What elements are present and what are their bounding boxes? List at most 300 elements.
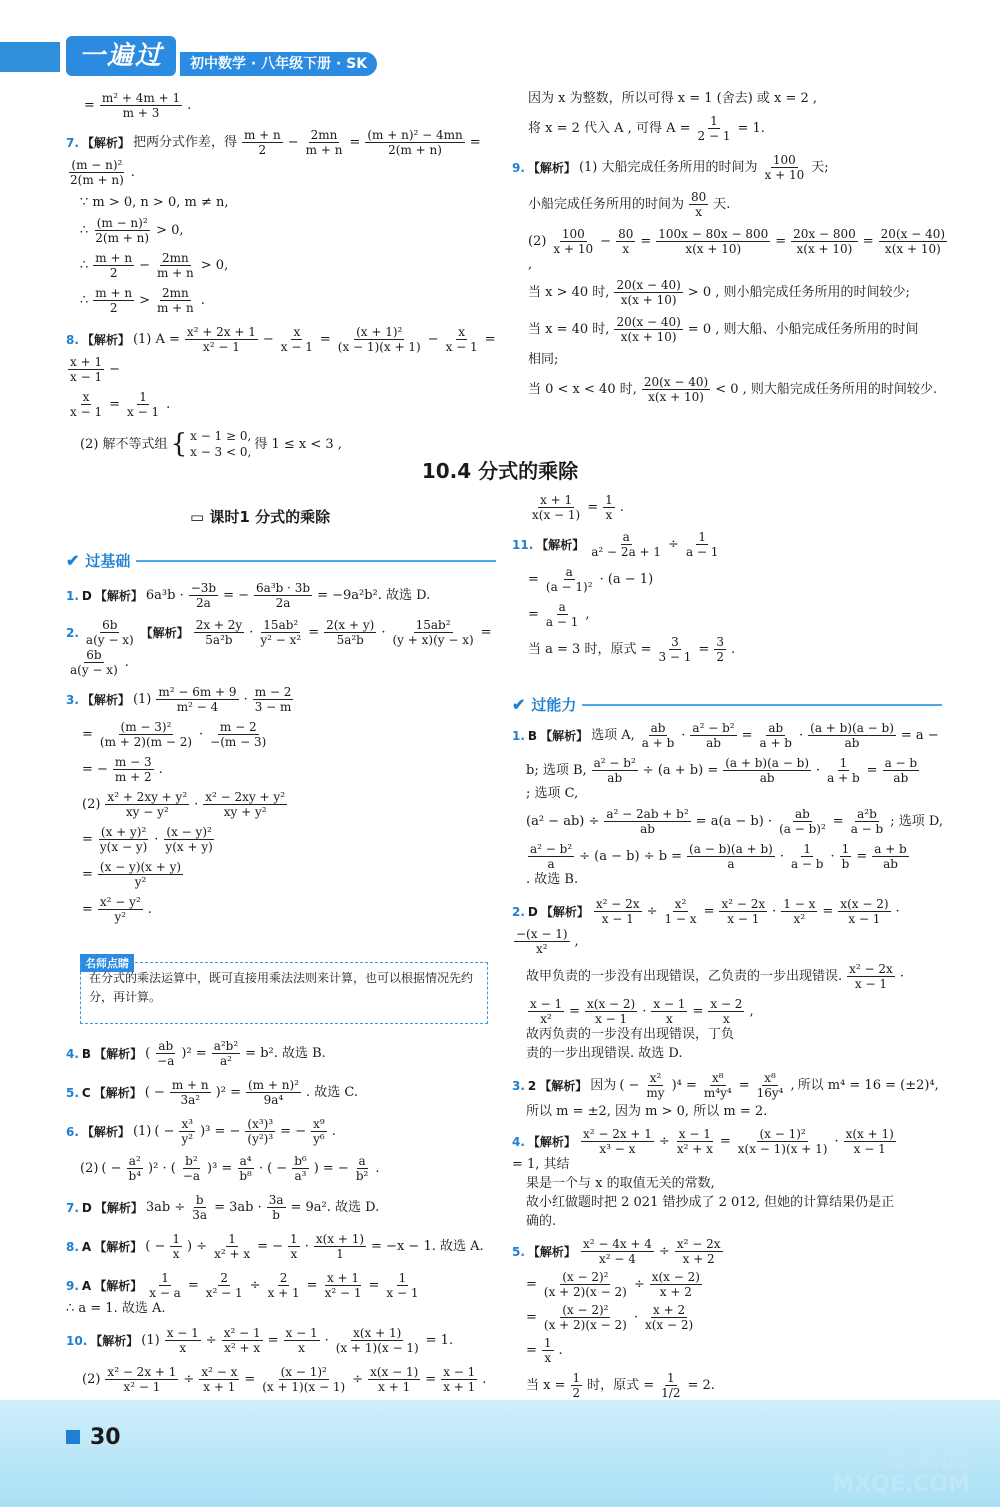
math-text: = b². 故选 B. bbox=[245, 1046, 326, 1061]
math-text: x(x − 2) bbox=[840, 897, 889, 911]
fraction bbox=[246, 1079, 301, 1106]
math-text: x − 1 bbox=[386, 1286, 419, 1300]
math-text: 1 bbox=[667, 1371, 675, 1385]
solution-line: = $\frac{a}{\text{(a − 1)²}}$ · (a − 1) bbox=[528, 565, 654, 594]
fraction bbox=[757, 722, 794, 749]
fraction bbox=[212, 1040, 240, 1067]
fraction bbox=[530, 494, 582, 521]
math-text: 天; bbox=[811, 160, 829, 175]
math-text: x² + 2xy + y² bbox=[107, 790, 188, 804]
math-text: 6b bbox=[102, 618, 118, 632]
math-text: m + n bbox=[95, 286, 133, 300]
math-text: 2 − 1 bbox=[697, 129, 731, 143]
fraction bbox=[551, 228, 595, 255]
fraction bbox=[354, 1155, 371, 1182]
fraction bbox=[808, 722, 896, 749]
math-text: 2 bbox=[279, 1271, 288, 1285]
math-text: x² bbox=[535, 942, 548, 956]
solution-line: ∴ $\frac{\text{(m − n)²}}{2(m + n)}$ > 0, bbox=[80, 216, 184, 245]
math-text: x − 2 bbox=[710, 997, 743, 1011]
right-column-basic bbox=[512, 494, 952, 663]
fraction bbox=[93, 252, 134, 279]
math-text: ab bbox=[768, 721, 784, 735]
math-text: x − 1 bbox=[653, 997, 686, 1011]
math-text: x − 1 bbox=[530, 997, 563, 1011]
answer-tag: 【解析】 bbox=[81, 135, 130, 150]
math-text: 2 bbox=[109, 301, 118, 315]
math-text: (1) bbox=[132, 1124, 152, 1139]
math-text: m² + 4m + 1 bbox=[101, 91, 181, 105]
solution-line bbox=[512, 154, 952, 181]
fraction bbox=[258, 619, 303, 646]
solution-line: = $\frac{(x - y)(x + y)}{\text{y²}}$ bbox=[82, 860, 182, 889]
math-text: b⁸ bbox=[239, 1169, 252, 1183]
fraction bbox=[212, 1233, 252, 1260]
math-text: −3b bbox=[190, 581, 217, 595]
fraction bbox=[222, 1327, 263, 1354]
fraction bbox=[170, 1079, 211, 1106]
solution-line: b; 选项 B, $\frac{\text{a² − b²}}{ab}$ ÷ (a + b) = $\frac{(a + b)(a - b)}{ab}$ · $\frac{1}{a + b}$ = $\frac{a - b}{ab}$ ; 选项 C, bbox=[526, 756, 918, 801]
fraction bbox=[781, 898, 817, 925]
math-text: (1) 大船完成任务所用的时间为 bbox=[578, 160, 758, 175]
math-text: a − b bbox=[850, 822, 884, 836]
fraction bbox=[777, 808, 828, 835]
math-text: x² bbox=[540, 1012, 552, 1026]
math-text: m − 3 bbox=[114, 755, 152, 769]
math-text: b; 选项 B, bbox=[526, 763, 587, 778]
math-text: x + 2 bbox=[682, 1252, 715, 1266]
fraction bbox=[723, 757, 811, 784]
math-text: 2mn bbox=[162, 251, 189, 265]
solution-line bbox=[526, 1047, 952, 1060]
math-text: x² bbox=[674, 897, 687, 911]
answer-tag: 【解析】 bbox=[527, 1134, 576, 1149]
math-text: x(x + 1) bbox=[315, 1232, 365, 1246]
math-text: ab bbox=[759, 771, 775, 785]
math-text: = 1, 其结 bbox=[512, 1157, 570, 1172]
math-text: (x + 1)(x − 1) bbox=[262, 1380, 346, 1394]
math-text: x bbox=[290, 1247, 298, 1261]
fraction bbox=[179, 1118, 195, 1145]
math-text: b⁴ bbox=[128, 1169, 142, 1183]
math-text: = −x − 1. 故选 A. bbox=[371, 1239, 484, 1254]
fraction bbox=[68, 356, 104, 383]
math-text: x⁸ bbox=[764, 1071, 776, 1085]
math-text: . 故选 B. bbox=[526, 872, 579, 887]
solution-line: 2. $\frac{6b}{a(y - x)}$ 【解析】 $\frac{2x + 2y}{\text{5a²b}}$ · $\frac{\text{15ab²}}{\text{y² − x²}}$ = $\frac{2(x + y)}{\text{5a²b}}$ · $\frac{\text{15ab²}}{(y + x)(y - x)}$ = $\frac{6b}{a(y - x)}$ . bbox=[66, 618, 492, 677]
math-text: x bbox=[82, 390, 90, 404]
solution-line: 8. A 【解析】 ( − $\frac{1}{x}$ ) ÷ $\frac{1}{\text{x² + x}}$ = − $\frac{1}{x}$ · $\frac{x(x + 1)}{1}$ = −x − 1. 故选 A. bbox=[66, 1232, 484, 1261]
solution-line: 11. 【解析】 $\frac{a}{\text{a² − 2a + 1}}$ ÷ $\frac{1}{a - 1}$ bbox=[512, 530, 719, 559]
math-text: x − 1 bbox=[166, 1326, 199, 1340]
solution-line: (2) 解不等式组 { x − 1 ≥ 0, x − 3 < 0, 得 1 ≤ x < 3 , bbox=[80, 429, 342, 459]
math-text: 100 bbox=[772, 153, 796, 167]
math-text: (x + 1)(x − 1) bbox=[335, 1341, 419, 1355]
solution-line bbox=[528, 92, 952, 105]
math-text: m² − 4 bbox=[176, 700, 219, 714]
math-text: 2x + 2y bbox=[195, 618, 243, 632]
math-text: x + 2 bbox=[653, 1303, 686, 1317]
q7-line: 7. 【解析】 把两分式作差，得 $\frac{m + n}{2}$ − $\frac{2mn}{m + n}$ = $\frac{\text{(m + n)² − 4mn}}{2(m + n)}$ = $\frac{\text{(m − n)²}}{2(m + n)}$ . bbox=[66, 128, 481, 187]
fraction bbox=[203, 791, 287, 818]
math-text: = 1. bbox=[737, 121, 765, 136]
solution-line: = $\frac{a}{a - 1}$ , bbox=[528, 600, 590, 629]
math-text: x bbox=[544, 1351, 552, 1365]
math-text: 故小红做题时把 2 021 错抄成了 2 012, 但她的计算结果仍是正 bbox=[526, 1195, 895, 1210]
fraction bbox=[155, 287, 196, 314]
math-text: x − 1 bbox=[595, 1012, 628, 1026]
math-text: (a² − ab) ÷ bbox=[526, 814, 600, 829]
fraction bbox=[68, 391, 104, 418]
math-text: x(x − 1)(x + 1) bbox=[737, 1142, 828, 1156]
solution-line: = $\frac{\text{(x − 2)²}}{(x + 2)(x - 2)}$ · $\frac{x + 2}{x(x - 2)}$ bbox=[526, 1303, 694, 1332]
math-text: 1 bbox=[161, 1271, 169, 1285]
fraction bbox=[675, 1238, 723, 1265]
right-column-ability bbox=[512, 722, 952, 1399]
math-text: a bbox=[622, 530, 630, 544]
math-text: 15ab² bbox=[263, 618, 299, 632]
math-text: m + n bbox=[243, 128, 281, 142]
math-text: my bbox=[646, 1086, 665, 1100]
math-text: a(y − x) bbox=[70, 663, 118, 677]
solution-line: 3. 【解析】 (1) $\frac{\text{m² − 6m + 9}}{\text{m² − 4}}$ · $\frac{m - 2}{3 - m}$ bbox=[66, 685, 292, 714]
question-number: 7. bbox=[66, 135, 79, 150]
fraction bbox=[616, 228, 635, 255]
teacher-note: 在分式的乘法运算中，既可直接用乘法法则来计算，也可以根据情况先约分，再计算。 bbox=[80, 962, 488, 1024]
math-text: ; 选项 C, bbox=[526, 786, 579, 801]
math-text: xy − y² bbox=[125, 805, 169, 819]
math-text: x(x − 2) bbox=[651, 1270, 700, 1284]
math-text: (1) bbox=[141, 1333, 160, 1348]
solution-line: $\frac{\text{a² − b²}}{a}$ ÷ (a − b) ÷ b = $\frac{(a - b)(a + b)}{a}$ · $\frac{1}{a - b}$ · $\frac{1}{b}$ = $\frac{a + b}{ab}$ . 故选 B. bbox=[526, 842, 907, 887]
fraction bbox=[714, 636, 726, 663]
math-text: 1 bbox=[803, 842, 812, 856]
answer-tag: 【解析】 bbox=[81, 332, 130, 347]
math-text: < 0 , 则大船完成任务所用的时间较少. bbox=[715, 382, 938, 397]
math-text: 15ab² bbox=[415, 618, 451, 632]
math-text: x(x + 10) bbox=[685, 242, 742, 256]
math-text: 小船完成任务所用的时间为 bbox=[528, 197, 685, 212]
math-text: 100x − 80x − 800 bbox=[658, 227, 769, 241]
answer-tag: 【解析】 bbox=[540, 728, 589, 743]
fraction bbox=[284, 1327, 320, 1354]
math-text: a + b bbox=[874, 842, 907, 856]
math-text: a bbox=[558, 600, 566, 614]
page-square-icon bbox=[66, 1430, 80, 1444]
page-number: 30 bbox=[90, 1425, 121, 1450]
answer-tag: 【解析】 bbox=[90, 1333, 139, 1348]
math-text: = a(a − b) · bbox=[695, 814, 773, 829]
solution-line: = $\frac{\text{x² − y²}}{\text{y²}}$ . bbox=[82, 895, 152, 924]
solution-line bbox=[528, 316, 952, 343]
math-text: > 0 , 则小船完成任务所用的时间较少; bbox=[687, 285, 910, 300]
math-text: (1) bbox=[132, 692, 152, 707]
fraction bbox=[199, 1366, 239, 1393]
math-text: 1 bbox=[698, 530, 707, 544]
math-text: x bbox=[622, 242, 630, 256]
math-text: b bbox=[272, 1208, 280, 1222]
math-text: x + 1 bbox=[203, 1380, 236, 1394]
answer-tag: D bbox=[81, 1200, 92, 1215]
fraction bbox=[254, 582, 312, 609]
math-text: (a − b)² bbox=[779, 822, 826, 836]
math-text: x² bbox=[793, 912, 806, 926]
fraction bbox=[592, 757, 638, 784]
math-text: y² bbox=[114, 910, 127, 924]
math-text: 得 1 ≤ x < 3 , bbox=[254, 436, 342, 452]
fraction bbox=[656, 228, 770, 255]
question-number: 10. bbox=[66, 1333, 88, 1348]
fraction bbox=[155, 1040, 176, 1067]
math-text: (m − n)² bbox=[71, 158, 123, 172]
math-text: 3 − m bbox=[254, 700, 292, 714]
fraction bbox=[98, 896, 143, 923]
fraction bbox=[68, 159, 126, 186]
math-text: b bbox=[195, 1193, 204, 1207]
solution-line: 故甲负责的一步没有出现错误，乙负责的一步出现错误. $\frac{\text{x² − 2x}}{x - 1}$ · bbox=[526, 962, 904, 991]
math-text: 1/2 bbox=[661, 1386, 681, 1400]
fraction bbox=[614, 316, 682, 343]
solution-line: 1. B 【解析】 选项 A, $\frac{ab}{a + b}$ · $\frac{\text{a² − b²}}{ab}$ = $\frac{ab}{a + b}$ · $\frac{(a + b)(a - b)}{ab}$ = a − bbox=[512, 721, 939, 750]
math-text: x + 1 bbox=[378, 1380, 411, 1394]
solution-line bbox=[528, 279, 952, 306]
answer-tag: 【解析】 bbox=[140, 625, 189, 640]
math-text: a² − 2a + 1 bbox=[591, 545, 662, 559]
fraction bbox=[659, 1372, 682, 1399]
math-text: 2(m + n) bbox=[388, 143, 442, 157]
math-text: x² − 1 bbox=[123, 1380, 161, 1394]
math-text: 3ab ÷ bbox=[145, 1200, 186, 1215]
fraction bbox=[581, 1238, 654, 1265]
solution-line: 5. C 【解析】 ( − $\frac{m + n}{\text{3a²}}$ )² = $\frac{\text{(m + n)²}}{\text{9a⁴}}$ . 故选 C. bbox=[66, 1078, 358, 1107]
math-text: 1 − x bbox=[783, 897, 816, 911]
fraction bbox=[675, 1128, 715, 1155]
answer-tag: 【解析】 bbox=[94, 1278, 143, 1293]
fraction bbox=[279, 326, 315, 353]
math-text: (m + n)² − 4mn bbox=[367, 128, 463, 142]
math-text: a⁴ bbox=[239, 1154, 252, 1168]
answer-tag: D bbox=[81, 588, 92, 603]
solution-line: 2. D 【解析】 $\frac{\text{x² − 2x}}{x - 1}$ ÷ $\frac{\text{x²}}{1 - x}$ = $\frac{\text{x² − 2x}}{x - 1}$ · $\frac{1 - x}{\text{x²}}$ = $\frac{x(x - 2)}{x - 1}$ · $\frac{-(x - 1)}{\text{x²}}$ , bbox=[512, 897, 900, 956]
math-text: a² − 2ab + b² bbox=[606, 807, 689, 821]
check-icon: ✔ bbox=[66, 551, 80, 570]
q8-line: 8. 【解析】 (1) A = $\frac{\text{x² + 2x + 1}}{\text{x² − 1}}$ − $\frac{x}{x - 1}$ = $\frac{\text{(x + 1)²}}{(x - 1)(x + 1)}$ − $\frac{x}{x - 1}$ = $\frac{x + 1}{x - 1}$ − bbox=[66, 325, 496, 384]
math-text: 2(m + n) bbox=[95, 231, 150, 245]
math-text: −a bbox=[157, 1054, 175, 1068]
math-text: ab bbox=[158, 1039, 174, 1053]
question-number: 4. bbox=[66, 1046, 79, 1061]
math-text: 3 − 1 bbox=[658, 650, 692, 664]
math-text: 80 bbox=[618, 227, 634, 241]
math-text: x(x + 1) bbox=[845, 1127, 894, 1141]
math-text: a³ bbox=[294, 1169, 307, 1183]
answer-tag: 【解析】 bbox=[527, 160, 576, 175]
math-text: y² bbox=[134, 875, 147, 889]
fraction bbox=[643, 1304, 695, 1331]
math-text: 确的. bbox=[526, 1214, 557, 1229]
math-text: x⁸ bbox=[712, 1071, 724, 1085]
math-text: 当 x > 40 时, bbox=[528, 285, 610, 300]
answer-tag: D bbox=[527, 904, 538, 919]
math-text: (x − 1)(x + 1) bbox=[337, 340, 421, 354]
fraction bbox=[838, 898, 890, 925]
section-title: 10.4 分式的乘除 bbox=[421, 459, 579, 483]
question-number: 2. bbox=[512, 904, 525, 919]
math-text: 当 0 < x < 40 时, bbox=[528, 382, 637, 397]
solution-line: (a² − ab) ÷ $\frac{\text{a² − 2ab + b²}}{ab}$ = a(a − b) · $\frac{ab}{\text{(a − b)²}}$ = $\frac{\text{a²b}}{a - b}$ ; 选项 D, bbox=[526, 807, 943, 836]
math-text: m + 3 bbox=[122, 106, 160, 120]
math-text: 所以 m = ±2, 因为 m > 0, 所以 m = 2. bbox=[526, 1104, 768, 1119]
band-basic: ✔ 过基础 bbox=[66, 550, 496, 571]
math-text: . 故选 C. bbox=[305, 1085, 358, 1100]
answer-tag: 【解析】 bbox=[527, 1244, 576, 1259]
math-text: 故丙负责的一步没有出现错误，丁负 bbox=[526, 1027, 735, 1042]
subject-badge: 初中数学 · 八年级下册 · SK bbox=[180, 52, 377, 76]
math-text: 6a³b · bbox=[145, 588, 184, 603]
question-number: 1. bbox=[512, 728, 525, 743]
fraction bbox=[604, 808, 690, 835]
math-text: x(x + 10) bbox=[620, 293, 677, 307]
header bbox=[0, 0, 1000, 80]
question-number: 5. bbox=[66, 1085, 79, 1100]
math-text: 所以 m⁴ = 16 = (±2)⁴, bbox=[797, 1078, 939, 1093]
solution-line: 4. 【解析】 $\frac{\text{x² − 2x + 1}}{\text{x³ − x}}$ ÷ $\frac{x - 1}{\text{x² + x}}$ = $\frac{\text{(x − 1)²}}{x(x - 1)(x + 1)}$ · $\frac{x(x + 1)}{x - 1}$ = 1, 其结 bbox=[512, 1127, 894, 1172]
math-text: 因为 x 为整数，所以可得 x = 1 (舍去) 或 x = 2 , bbox=[528, 91, 818, 106]
fraction bbox=[314, 1233, 366, 1260]
math-text: (x + 1)² bbox=[356, 325, 403, 339]
math-text: 5a²b bbox=[336, 633, 364, 647]
math-text: = bbox=[84, 98, 95, 113]
answer-tag: A bbox=[81, 1239, 92, 1254]
fraction bbox=[542, 1304, 629, 1331]
solution-line: (2) $\frac{100}{x + 10}$ − $\frac{80}{x}$ = $\frac{100x - 80x - 800}{x(x + 10)}$ = $\frac{20x - 800}{x(x + 10)}$ = $\frac{20(x - 40)}{x(x + 10)}$ , bbox=[528, 227, 946, 272]
fraction bbox=[441, 1366, 477, 1393]
math-text: (1) A = bbox=[132, 332, 180, 347]
question-number: 9. bbox=[66, 1278, 79, 1293]
solution-line: $\frac{x + 1}{x(x - 1)}$ = $\frac{1}{x}$ . bbox=[532, 493, 624, 522]
fraction bbox=[105, 791, 189, 818]
fraction bbox=[883, 757, 920, 784]
math-text: · (a − 1) bbox=[599, 572, 654, 587]
math-text: a + b bbox=[827, 771, 860, 785]
math-text: 2mn bbox=[162, 286, 189, 300]
math-text: y(x + y) bbox=[165, 840, 213, 854]
fraction bbox=[242, 129, 283, 156]
math-text: 相同; bbox=[528, 352, 559, 367]
fraction bbox=[872, 843, 909, 870]
math-text: b² bbox=[355, 1169, 369, 1183]
solution-line: = $\frac{1}{x}$ . bbox=[526, 1336, 563, 1365]
answer-tag: 【解析】 bbox=[94, 1046, 143, 1061]
math-text: 时，原式 = bbox=[587, 1378, 655, 1393]
math-text: 3 bbox=[716, 635, 724, 649]
math-text: 当 a = 3 时，原式 = bbox=[528, 642, 652, 657]
math-text: 1 bbox=[336, 1247, 344, 1261]
question-number: 5. bbox=[512, 1244, 525, 1259]
fraction bbox=[640, 722, 677, 749]
fraction bbox=[334, 1327, 421, 1354]
math-text: 6a³b · 3b bbox=[256, 581, 311, 595]
math-text: 1 bbox=[839, 756, 848, 770]
math-text: ab bbox=[883, 857, 898, 871]
math-text: a + b bbox=[641, 736, 675, 750]
solution-line bbox=[526, 1105, 952, 1118]
note-tag: 名师点睛 bbox=[80, 954, 134, 972]
fraction bbox=[736, 1128, 830, 1155]
fraction bbox=[304, 129, 345, 156]
math-text: 6b bbox=[86, 648, 102, 662]
math-text: 20(x − 40) bbox=[616, 315, 681, 329]
math-text: b bbox=[841, 857, 850, 871]
math-text: 20(x − 40) bbox=[880, 227, 946, 241]
math-text: x² + x bbox=[214, 1247, 251, 1261]
fraction bbox=[156, 686, 238, 713]
fraction bbox=[684, 531, 720, 558]
math-text: 20(x − 40) bbox=[616, 278, 681, 292]
math-text: x² − 2x bbox=[676, 1237, 721, 1251]
question-number: 8. bbox=[66, 332, 79, 347]
solution-line: 9. A 【解析】 $\frac{1}{x - a}$ = $\frac{2}{\text{x² − 1}}$ ÷ $\frac{2}{x + 1}$ = $\frac{x + 1}{\text{x² − 1}}$ = $\frac{1}{x - 1}$ ∴ a = 1. 故选 A. bbox=[66, 1271, 419, 1316]
fraction bbox=[444, 326, 480, 353]
math-text: a² − b² bbox=[593, 756, 636, 770]
math-text: > 0, bbox=[200, 258, 229, 273]
math-text: x² − 2x bbox=[721, 897, 766, 911]
math-text: x − 1 bbox=[443, 1365, 476, 1379]
math-text: 2(x + y) bbox=[326, 618, 375, 632]
fraction bbox=[194, 619, 245, 646]
math-text: 1 bbox=[605, 493, 613, 507]
math-text: x + 1 bbox=[443, 1380, 476, 1394]
math-text: a − b bbox=[884, 756, 918, 770]
fraction bbox=[528, 998, 564, 1025]
math-text: 3a² bbox=[180, 1093, 201, 1107]
fraction bbox=[190, 1194, 209, 1221]
fraction bbox=[98, 721, 194, 748]
math-text: m² − 6m + 9 bbox=[158, 685, 237, 699]
fraction bbox=[68, 649, 120, 676]
solution-line bbox=[526, 1177, 952, 1190]
math-text: x bbox=[458, 325, 466, 339]
fraction bbox=[147, 1272, 183, 1299]
math-text: . bbox=[187, 98, 192, 113]
math-text: (x³)³ bbox=[247, 1117, 274, 1131]
math-text: xy + y² bbox=[223, 805, 267, 819]
math-text: = a − bbox=[900, 728, 939, 743]
solution-line bbox=[528, 115, 952, 142]
math-text: 1 bbox=[572, 1371, 581, 1385]
math-text: x − 1 bbox=[601, 912, 634, 926]
math-text: x − 1 bbox=[678, 1127, 711, 1141]
math-text: y² − x² bbox=[260, 633, 302, 647]
math-text: x bbox=[723, 1012, 730, 1026]
math-text: x bbox=[293, 325, 301, 339]
math-text: (x + 2)(x − 2) bbox=[543, 1285, 627, 1299]
math-text: y(x − y) bbox=[99, 840, 148, 854]
math-text: x(x + 10) bbox=[796, 242, 853, 256]
math-text: 5a²b bbox=[205, 633, 233, 647]
math-text: (m − 3)² bbox=[120, 720, 172, 734]
solution-line: = − $\frac{m - 3}{m + 2}$ . bbox=[82, 755, 163, 784]
math-text: x bbox=[179, 1341, 187, 1355]
question-number: 1. bbox=[66, 588, 79, 603]
fraction bbox=[323, 1272, 364, 1299]
math-text: a + b bbox=[759, 736, 792, 750]
line bbox=[84, 92, 496, 119]
fraction bbox=[849, 808, 886, 835]
math-text: 1 bbox=[172, 1232, 180, 1246]
fraction bbox=[644, 1072, 666, 1099]
solution-line: = $\frac{\text{(x + y)²}}{y(x - y)}$ · $\frac{\text{(x − y)²}}{y(x + y)}$ bbox=[82, 825, 213, 854]
